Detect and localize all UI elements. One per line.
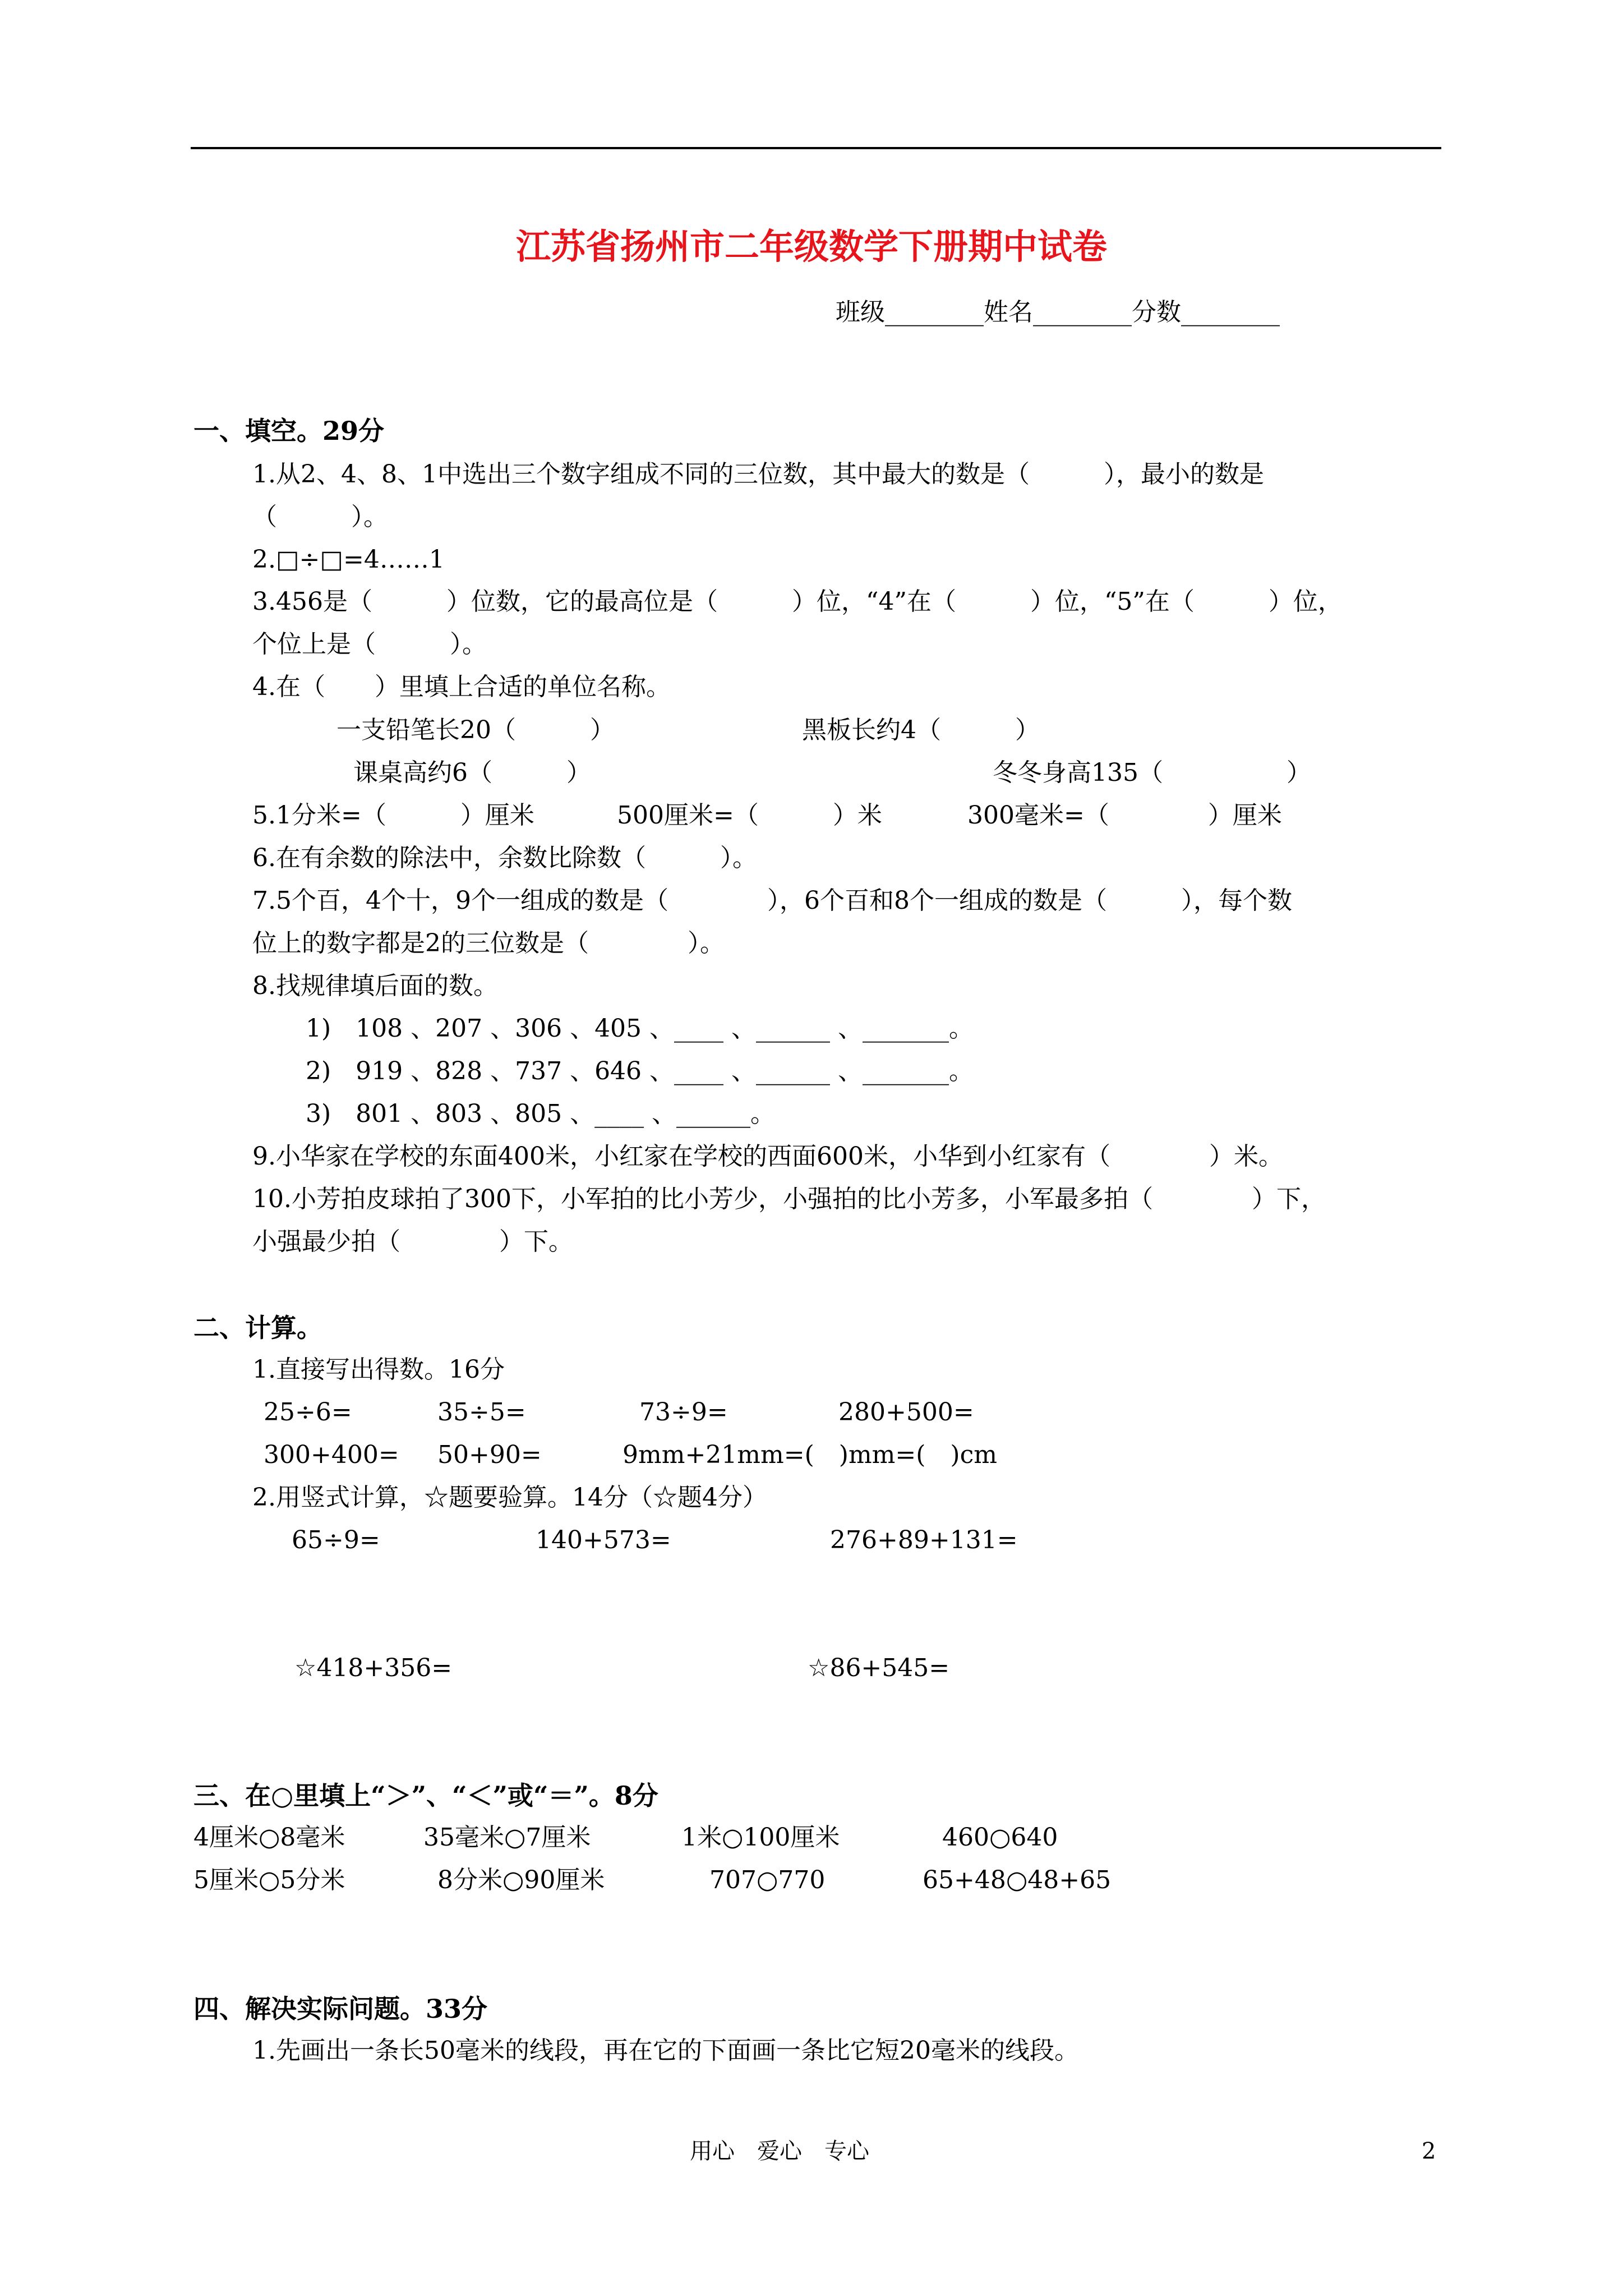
question-line: 位上的数字都是2的三位数是（ ）。 xyxy=(252,929,725,958)
calc-item: 50+90= xyxy=(437,1441,542,1469)
calc-item: 9mm+21mm=( )mm=( )cm xyxy=(623,1441,997,1469)
question-line: 10.小芳拍皮球拍了300下，小军拍的比小芳少，小强拍的比小芳多，小军最多拍（ ）下， xyxy=(252,1185,1326,1213)
question-line: 8.找规律填后面的数。 xyxy=(252,972,498,1000)
question-line: 500厘米=（ ）米 xyxy=(617,801,882,830)
page-number: 2 xyxy=(1422,2138,1436,2164)
question-line: 5.1分米=（ ）厘米 xyxy=(252,801,534,830)
page-title: 江苏省扬州市二年级数学下册期中试卷 xyxy=(515,226,1107,267)
question-line: 冬冬身高135（ ） xyxy=(993,758,1311,787)
subquestion: 2.用竖式计算，☆题要验算。14分（☆题4分） xyxy=(252,1483,767,1512)
compare-item: 460○640 xyxy=(942,1823,1058,1852)
compare-item: 35毫米○7厘米 xyxy=(423,1823,591,1852)
calc-item: 300+400= xyxy=(264,1441,399,1469)
compare-item: 4厘米○8毫米 xyxy=(193,1823,345,1852)
calc-item: 140+573= xyxy=(536,1526,671,1554)
question-line: 小强最少拍（ ）下。 xyxy=(252,1227,573,1256)
student-info: 班级________姓名________分数________ xyxy=(836,298,1280,326)
question-line: 9.小华家在学校的东面400米，小红家在学校的西面600米，小华到小红家有（ ）米。 xyxy=(252,1142,1283,1171)
question-line: 6.在有余数的除法中，余数比除数（ ）。 xyxy=(252,844,757,872)
calc-item: 35÷5= xyxy=(437,1398,526,1427)
section-2-heading: 二、计算。 xyxy=(193,1313,322,1343)
calc-item: 73÷9= xyxy=(639,1398,728,1427)
question-line: 黑板长约4（ ） xyxy=(802,716,1040,744)
section-3-heading: 三、在○里填上“＞”、“＜”或“＝”。8分 xyxy=(193,1780,658,1811)
calc-item: ☆418+356= xyxy=(294,1654,453,1682)
compare-item: 1米○100厘米 xyxy=(681,1823,840,1852)
compare-item: 65+48○48+65 xyxy=(923,1866,1112,1894)
question-line: 3) 801 、803 、805 、____ 、______。 xyxy=(306,1099,776,1128)
calc-item: ☆86+545= xyxy=(808,1654,950,1682)
compare-item: 707○770 xyxy=(709,1866,826,1894)
question-line: 300毫米=（ ）厘米 xyxy=(967,801,1282,830)
calc-item: 25÷6= xyxy=(264,1398,352,1427)
question-line: 1) 108 、207 、306 、405 、____ 、______ 、_______。 xyxy=(306,1014,974,1043)
question-line: 3.456是（ ）位数，它的最高位是（ ）位，“4”在（ ）位，“5”在（ ）位， xyxy=(252,587,1343,616)
header-rule xyxy=(191,147,1441,149)
section-1-heading: 一、填空。29分 xyxy=(193,416,385,446)
question-line: 课桌高约6（ ） xyxy=(353,758,591,787)
question-line: （ ）。 xyxy=(252,503,388,531)
question-line: 1.先画出一条长50毫米的线段，再在它的下面画一条比它短20毫米的线段。 xyxy=(252,2036,1079,2065)
compare-item: 5厘米○5分米 xyxy=(193,1866,345,1894)
calc-item: 276+89+131= xyxy=(830,1526,1018,1554)
question-line: 个位上是（ ）。 xyxy=(252,630,487,659)
question-line: 4.在（ ）里填上合适的单位名称。 xyxy=(252,673,671,701)
footer-motto: 用心 爱心 专心 xyxy=(690,2138,869,2164)
question-line: 一支铅笔长20（ ） xyxy=(336,716,615,744)
question-line: 7.5个百，4个十，9个一组成的数是（ ），6个百和8个一组成的数是（ ），每个数 xyxy=(252,886,1292,915)
question-line: 2.□÷□=4……1 xyxy=(252,545,445,574)
calc-item: 280+500= xyxy=(838,1398,974,1427)
subquestion: 1.直接写出得数。16分 xyxy=(252,1355,505,1384)
calc-item: 65÷9= xyxy=(292,1526,380,1554)
section-4-heading: 四、解决实际问题。33分 xyxy=(193,1994,488,2024)
compare-item: 8分米○90厘米 xyxy=(437,1866,605,1894)
question-line: 1.从2、4、8、1中选出三个数字组成不同的三位数，其中最大的数是（ ），最小的数是 xyxy=(252,460,1264,489)
question-line: 2) 919 、828 、737 、646 、____ 、______ 、_______。 xyxy=(306,1057,974,1085)
